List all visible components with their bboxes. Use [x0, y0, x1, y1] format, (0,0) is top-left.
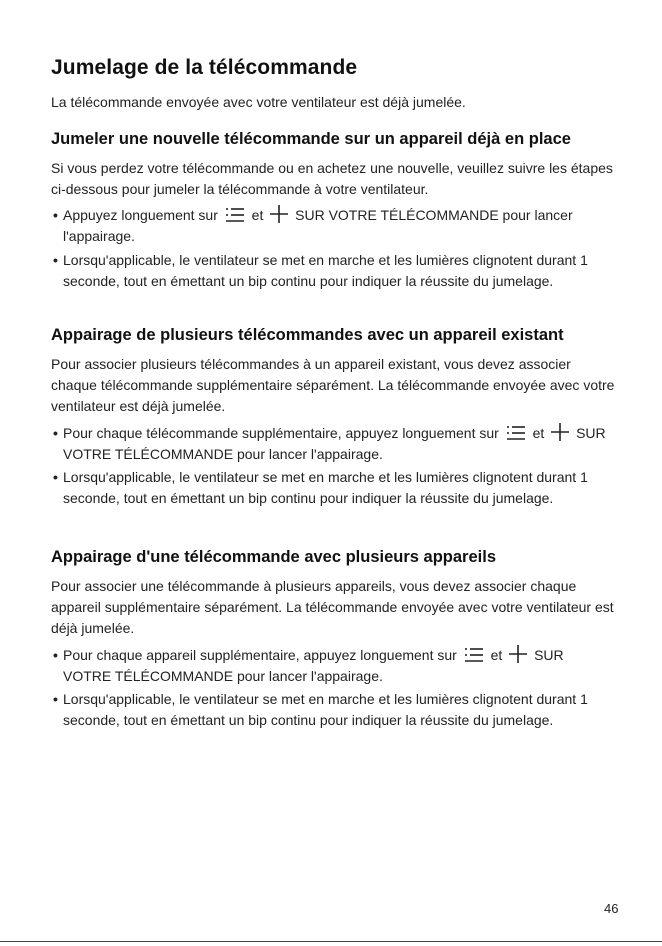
section-1-bullet-1: [51, 205, 611, 247]
bullet-dot: •: [53, 207, 58, 223]
plus-icon: [551, 423, 569, 441]
footer-divider: [0, 941, 662, 942]
section-1-bullet-2: [51, 250, 611, 292]
bullet-text: Lorsqu'applicable, le ventilateur se met en marche et les lumières clignotent durant 1 seconde, tout en émettant un bip continu pour indiquer la réussite du jumelage.: [63, 469, 588, 506]
bullet-dot: •: [53, 469, 58, 485]
bullet-text: Lorsqu'applicable, le ventilateur se met en marche et les lumières clignotent durant 1 seconde, tout en émettant un bip continu pour indiquer la réussite du jumelage.: [63, 691, 588, 728]
menu-list-icon: [506, 425, 526, 441]
section-3-bullet-2: [51, 689, 611, 731]
bullet-text-mid: et: [251, 207, 264, 223]
bullet-dot: •: [53, 252, 58, 268]
bullet-text-pre: Pour chaque télécommande supplémentaire, appuyez longuement sur: [63, 425, 499, 441]
bullet-text-post: SUR VOTRE TÉLÉCOMMANDE pour lancer l'appairage.: [63, 647, 564, 684]
bullet-text-mid: et: [490, 647, 503, 663]
bullet-text-pre: Appuyez longuement sur: [63, 207, 218, 223]
menu-list-icon: [464, 647, 484, 663]
plus-icon: [509, 645, 527, 663]
bullet-text-post: SUR VOTRE TÉLÉCOMMANDE pour lancer l'appairage.: [63, 425, 606, 462]
section-2-bullet-2: [51, 467, 611, 509]
section-2-paragraph: Pour associer plusieurs télécommandes à un appareil existant, vous devez associer chaque télécommande supplémentaire séparément. La télécommande envoyée avec votre ventilateur est déjà jumelée.: [51, 356, 615, 414]
bullet-text-pre: Pour chaque appareil supplémentaire, appuyez longuement sur: [63, 647, 457, 663]
section-2-bullet-1: [51, 423, 611, 465]
page-number: 46: [604, 901, 619, 916]
section-1-paragraph: Si vous perdez votre télécommande ou en achetez une nouvelle, veuillez suivre les étapes ci-dessous pour jumeler la télécommande à votre ventilateur.: [51, 160, 613, 197]
bullet-dot: •: [53, 647, 58, 663]
menu-list-icon: [225, 207, 245, 223]
section-3-paragraph: Pour associer une télécommande à plusieurs appareils, vous devez associer chaque appareil supplémentaire séparément. La télécommande envoyée avec votre ventilateur est déjà jumelée.: [51, 578, 614, 636]
bullet-text-mid: et: [532, 425, 545, 441]
section-3-heading: Appairage d'une télécommande avec plusieurs appareils: [51, 548, 497, 566]
bullet-dot: •: [53, 691, 58, 707]
bullet-text: Lorsqu'applicable, le ventilateur se met en marche et les lumières clignotent durant 1 seconde, tout en émettant un bip continu pour indiquer la réussite du jumelage.: [63, 252, 588, 289]
page-title: Jumelage de la télécommande: [51, 56, 358, 79]
bullet-dot: •: [53, 425, 58, 441]
intro-text: La télécommande envoyée avec votre ventilateur est déjà jumelée.: [51, 94, 466, 110]
section-3-bullet-1: [51, 645, 611, 687]
bullet-text-post: SUR VOTRE TÉLÉCOMMANDE pour lancer l'appairage.: [63, 207, 573, 244]
plus-icon: [270, 205, 288, 223]
section-1-heading: Jumeler une nouvelle télécommande sur un appareil déjà en place: [51, 130, 571, 148]
section-2-heading: Appairage de plusieurs télécommandes avec un appareil existant: [51, 326, 564, 344]
